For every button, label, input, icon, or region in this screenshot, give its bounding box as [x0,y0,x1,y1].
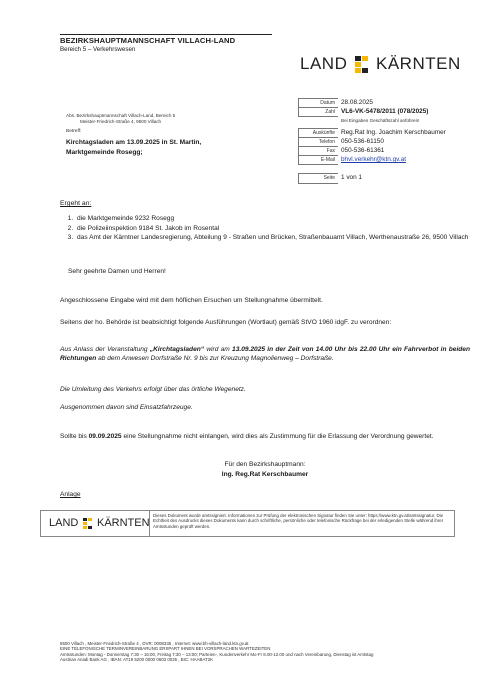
paragraph-4: Die Umleitung des Verkehrs erfolgt über das örtliche Wegenetz. [60,386,246,393]
footer-line: EINE TELEFONISCHE TERMINVEREINBARUNG ERSPART IHNEN BEI VORSPRACHEN WARTEZEITEN [60,646,271,652]
logo-land-text: LAND [300,54,348,73]
footer-line: 9500 Villach , Meister-Friedrich-Straße 4 , DVR: 0008335 , Internet: www.bh-villach-land.ktn.gv.at [60,641,249,646]
sender-address [66,113,175,125]
logo-square [362,68,368,73]
footer-line: Amtsstunden: Montag - Donnerstag 7:30 – 16:00, Freitag 7:30 – 13:00; Parteien-, Kundenverkehr Mo-Fr 8.00-12.00 und nach Vereinbarung, Dienstag ist Amtstag [60,651,374,657]
logo-square [355,68,361,73]
text-run: Aus Anlass der Veranstaltung [60,346,150,353]
subject-line: Kirchtagsladen am 13.09.2025 in St. Martin, [66,139,202,146]
land-kaernten-logo [300,54,470,74]
sender-line: Meister-Friedrich-Straße 4, 9500 Villach [80,119,162,125]
text-run: eine Stellungnahme nicht einlangen, wird dies als Zustimmung für die Erlassung der Verordnung gewertet. [121,433,434,440]
attachment-label: Anlage [60,491,81,498]
paragraph-3 [60,345,470,364]
logo-kaernten-text: KÄRNTEN [376,54,461,73]
fax-label: Fax [299,147,339,156]
logo-square [355,62,361,67]
authority-name: BEZIRKSHAUPTMANNSCHAFT VILLACH-LAND [60,36,236,45]
subject-line: Marktgemeinde Rosegg; [66,149,143,156]
telefon-value: 050-536-61150 [341,137,384,145]
signature-logo-kaernten: KÄRNTEN [97,517,150,529]
text-run: ab dem Anwesen Dorfstraße Nr. 9 bis zur Kreuzung Magnolienweg – Dorfstraße. [96,355,334,363]
paragraph-2: Seitens der ho. Behörde ist beabsichtigt folgende Ausführungen (Wortlaut) gemäß StVO 1960 idgF. zu verordnen: [60,319,392,326]
subject-label: Betreff: [66,129,82,134]
seite-label: Seite [299,174,339,183]
footer [60,641,480,662]
paragraph-6 [60,432,470,441]
zahl-value: VL6-VK-5478/2011 (078/2025) [341,108,429,116]
authority-department: Bereich 5 – Verkehrswesen [60,46,136,53]
paragraph-1: Angeschlossene Eingabe wird mit dem höflichen Ersuchen um Stellungnahme übermittelt. [60,297,323,304]
text-run: 09.09.2025 [88,433,122,440]
header-rule [60,34,272,35]
telefon-label: Telefon [299,137,339,146]
logo-square [362,56,368,61]
logo-square [88,518,92,521]
signature-logo [41,511,150,536]
logo-square [88,526,92,529]
signature-name: Ing. Reg.Rat Kerschbaumer [221,471,309,478]
datum-label: Datum [299,99,339,108]
signature-for: Für den Bezirkshauptmann: [224,461,306,468]
subject [66,138,201,158]
logo-square [355,56,361,61]
logo-square [83,526,87,529]
logo-square [83,522,87,525]
list-item: 1. die Marktgemeinde 9232 Rosegg [75,214,470,224]
logo-square [83,518,87,521]
fax-value: 050-536-61361 [341,147,385,154]
signature-notice: Dieses Dokument wurde amtssigniert. Informationen zur Prüfung der elektronischen Signatur finden Sie unter: https://www.ktn.gv.at/amtssignatur. Die Echtheit des Ausdrucks dieses Dokuments kann durch schriftliche, persönliche oder telefonische Rückfrage bei der erledigenden Stelle während ihrer Amtsstunden geprüft werden. [153,513,444,529]
email-label: E-Mail [299,156,339,165]
email-link[interactable]: bhvl.verkehr@ktn.gv.at [341,156,406,164]
sender-line: Abs. Bezirkshauptmannschaft Villach-Land, Bereich 5 [66,113,176,118]
contact-table [298,128,449,166]
list-item: 3. das Amt der Kärntner Landesregierung, Abteilung 9 - Straßen und Brücken, Straßenbauamt Villach, Werthenaustraße 26, 9500 Villach [75,233,470,243]
auskuenfte-value: Reg.Rat Ing. Joachim Kerschbaumer [341,128,446,136]
auskuenfte-label: Auskünfte [299,128,339,137]
seite-value: 1 von 1 [341,174,362,182]
page-table [298,173,364,183]
footer-line: Austrian Anadi Bank AG , IBAN: AT19 5200 0000 0603 0026 , BIC: HAABAT2K [60,656,214,662]
signature-logo-land: LAND [49,517,79,529]
datum-value: 28.08.2025 [341,99,373,106]
text-run: 13.09.2025 in der Zeit von 14.00 Uhr bis 22.00 Uhr ein Fahrverbot in beiden Richtungen [60,346,471,363]
meta-block [298,98,449,184]
official-signature-box [40,510,455,537]
list-item: 2. die Polizeiinspektion 9184 St. Jakob im Rosental [75,224,470,234]
text-run: Sollte bis [60,433,89,440]
paragraph-5: Ausgenommen davon sind Einsatzfahrzeuge. [60,404,193,411]
recipients-heading: Ergeht an: [60,200,92,207]
recipient-list [60,214,470,243]
zahl-note: Bei Eingaben Geschäftszahl anführen! [341,118,420,124]
meta-table [298,98,431,126]
text-run: „Kirchtagsladen“ [149,346,205,353]
greeting: Sehr geehrte Damen und Herren! [68,268,166,275]
text-run: wird am [204,346,233,353]
zahl-label: Zahl [299,108,339,117]
